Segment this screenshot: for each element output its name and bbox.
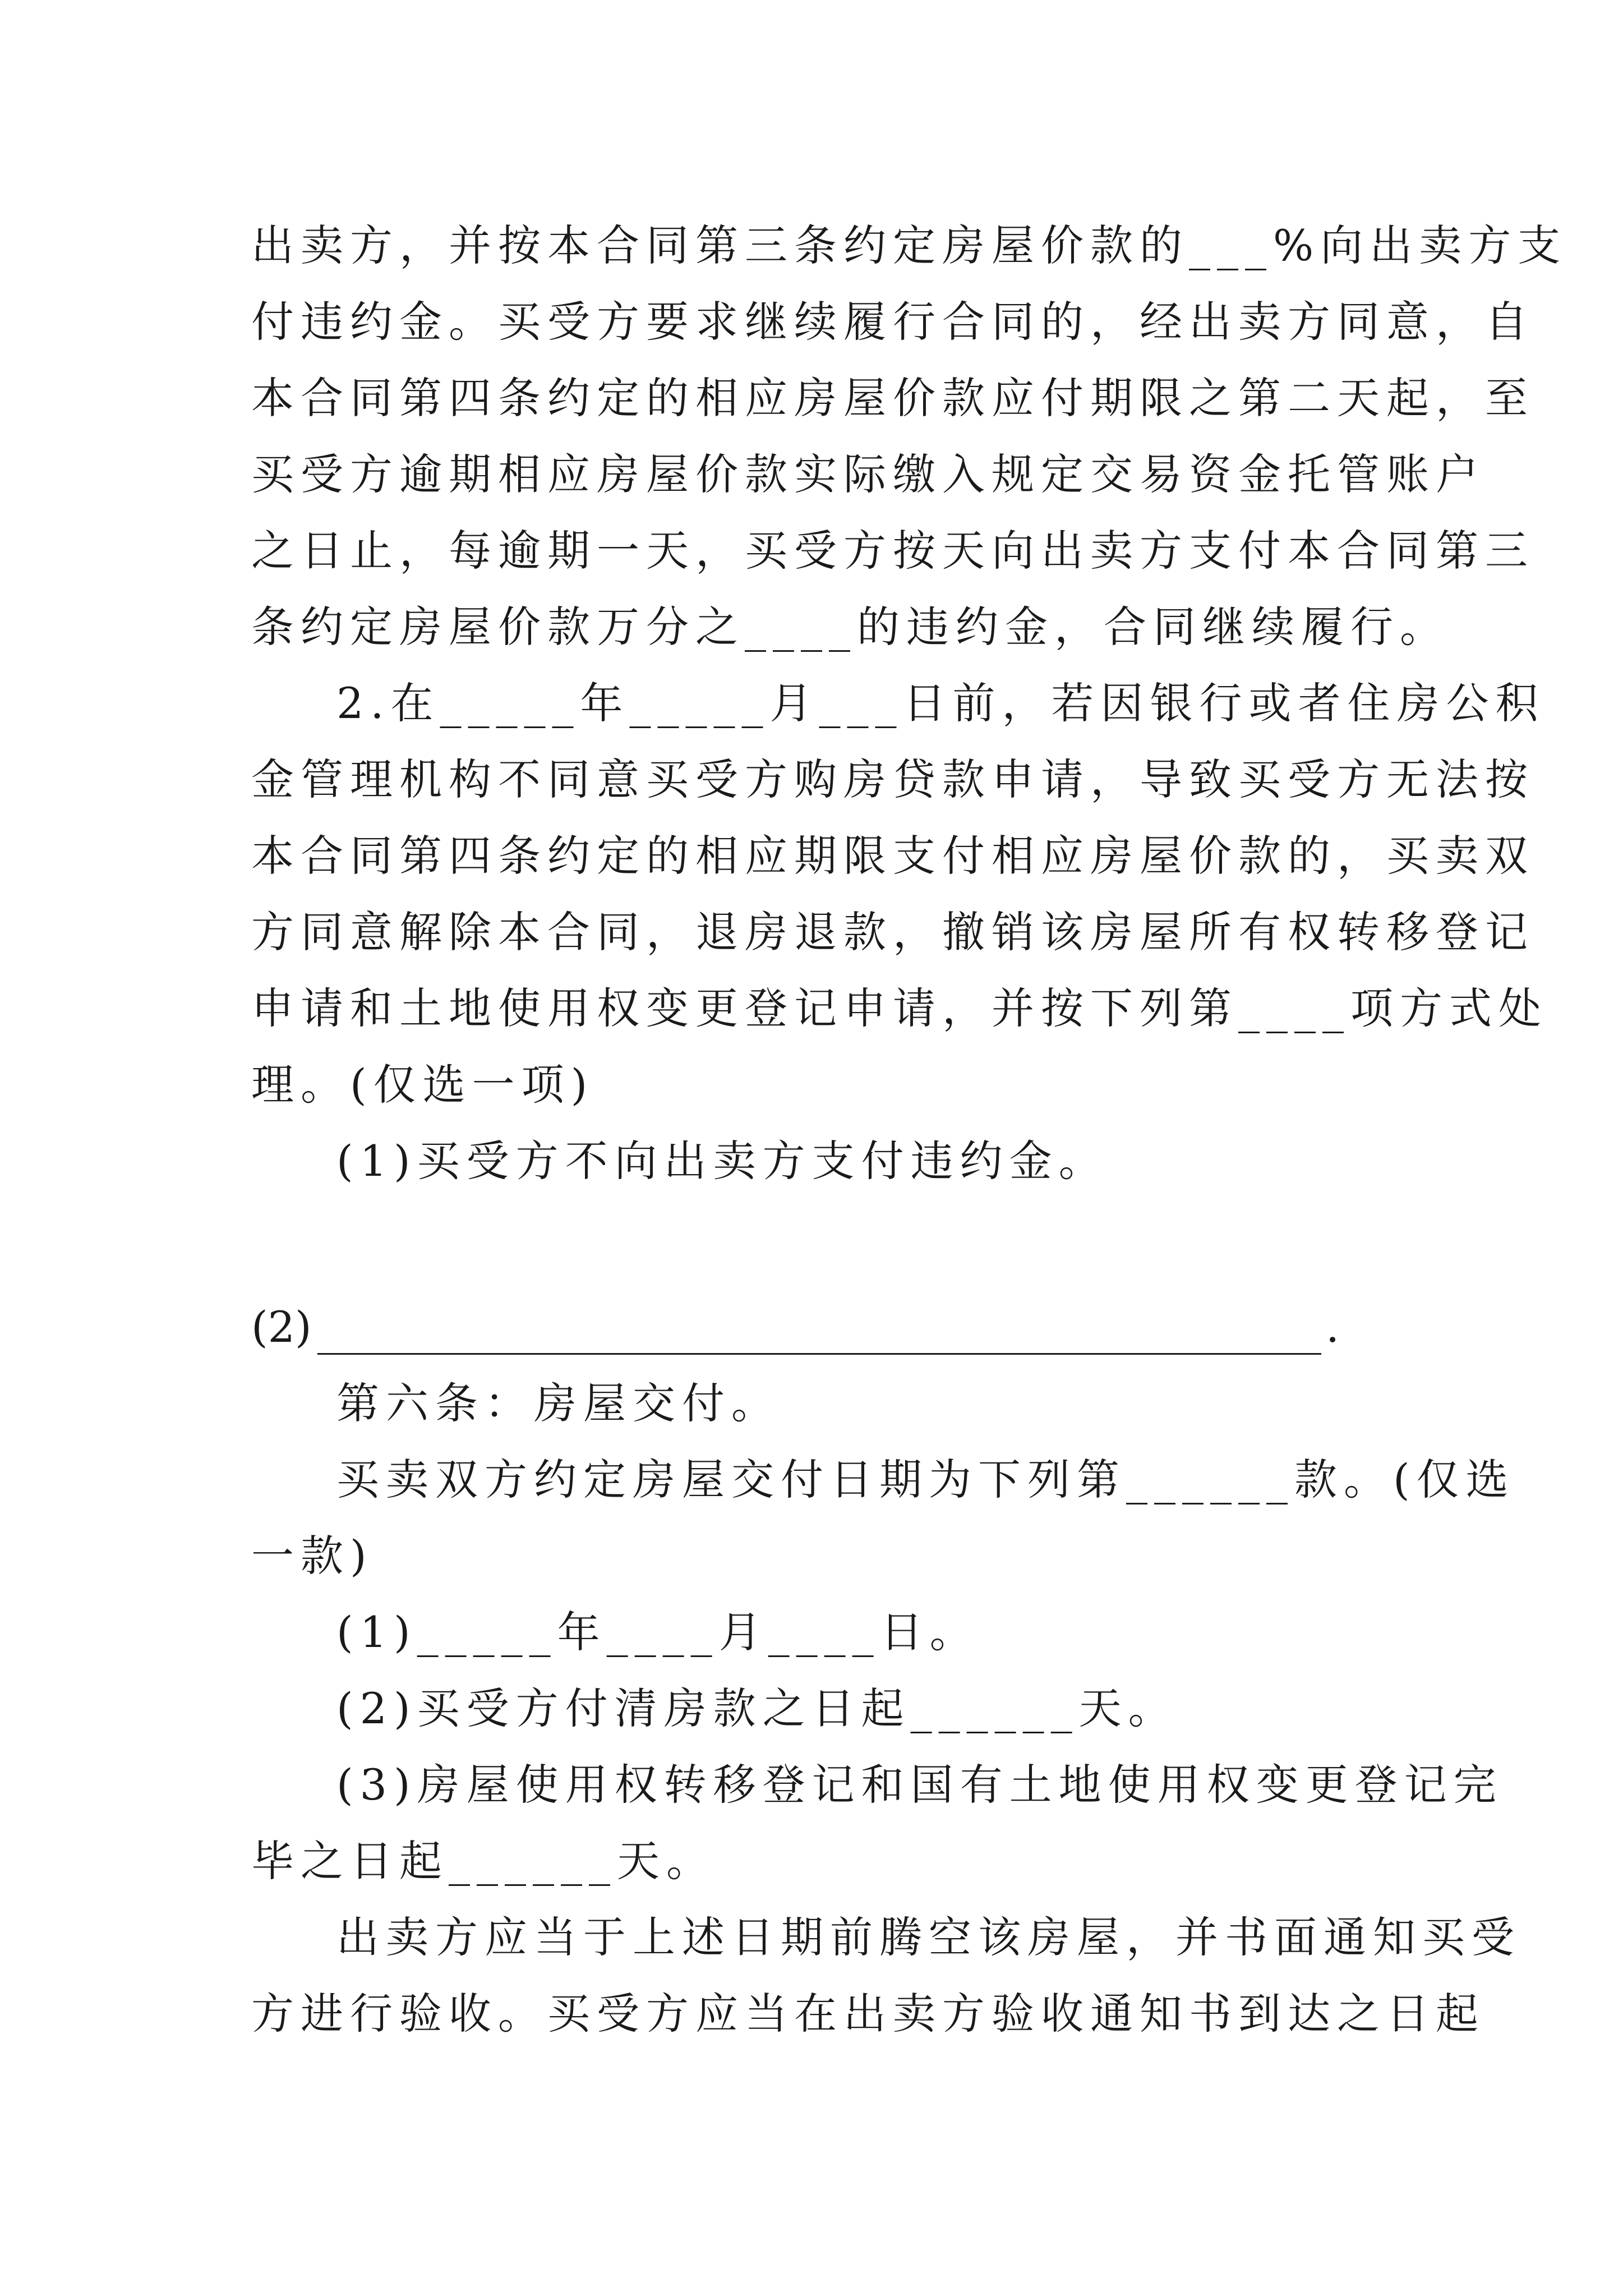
paragraph-line: 买受方逾期相应房屋价款实际缴入规定交易资金托管账户 — [251, 449, 1485, 499]
paragraph-line: 之日止，每逾期一天，买受方按天向出卖方支付本合同第三 — [251, 526, 1534, 576]
paragraph-line: 毕之日起______天。 — [251, 1836, 716, 1886]
paragraph-line: 付违约金。买受方要求继续履行合同的，经出卖方同意，自 — [251, 297, 1534, 347]
section-heading: 第六条：房屋交付。 — [336, 1378, 781, 1428]
paragraph-line: 一款) — [251, 1531, 374, 1581]
option-line: (3)房屋使用权转移登记和国有土地使用权变更登记完 — [336, 1760, 1503, 1810]
paragraph-line: 本合同第四条约定的相应房屋价款应付期限之第二天起，至 — [251, 373, 1534, 423]
paragraph-line: 买卖双方约定房屋交付日期为下列第______款。(仅选 — [336, 1455, 1515, 1504]
paragraph-line: 2.在_____年_____月___日前，若因银行或者住房公积 — [336, 678, 1545, 728]
option-line: (1)买受方不向出卖方支付违约金。 — [336, 1136, 1108, 1186]
end-mark: . — [1326, 1302, 1340, 1352]
paragraph-line: 条约定房屋价款万分之____的违约金，合同继续履行。 — [251, 602, 1449, 652]
option-number: (2) — [251, 1302, 312, 1352]
paragraph-line: 方进行验收。买受方应当在出卖方验收通知书到达之日起 — [251, 1989, 1485, 2039]
paragraph-line: 出卖方应当于上述日期前腾空该房屋，并书面通知买受 — [336, 1912, 1521, 1962]
paragraph-line: 申请和土地使用权变更登记申请，并按下列第____项方式处 — [251, 983, 1548, 1033]
fill-in-rule — [317, 1353, 1321, 1355]
paragraph-line: 本合同第四条约定的相应期限支付相应房屋价款的，买卖双 — [251, 831, 1534, 881]
option-line: (1)_____年____月____日。 — [336, 1607, 979, 1657]
paragraph-line: 出卖方，并按本合同第三条约定房屋价款的___%向出卖方支 — [251, 220, 1567, 270]
paragraph-line: 方同意解除本合同，退房退款，撤销该房屋所有权转移登记 — [251, 907, 1534, 957]
paragraph-line: 理。(仅选一项) — [251, 1060, 594, 1110]
option-line: (2)买受方付清房款之日起______天。 — [336, 1683, 1178, 1733]
paragraph-line: 金管理机构不同意买受方购房贷款申请，导致买受方无法按 — [251, 754, 1534, 804]
